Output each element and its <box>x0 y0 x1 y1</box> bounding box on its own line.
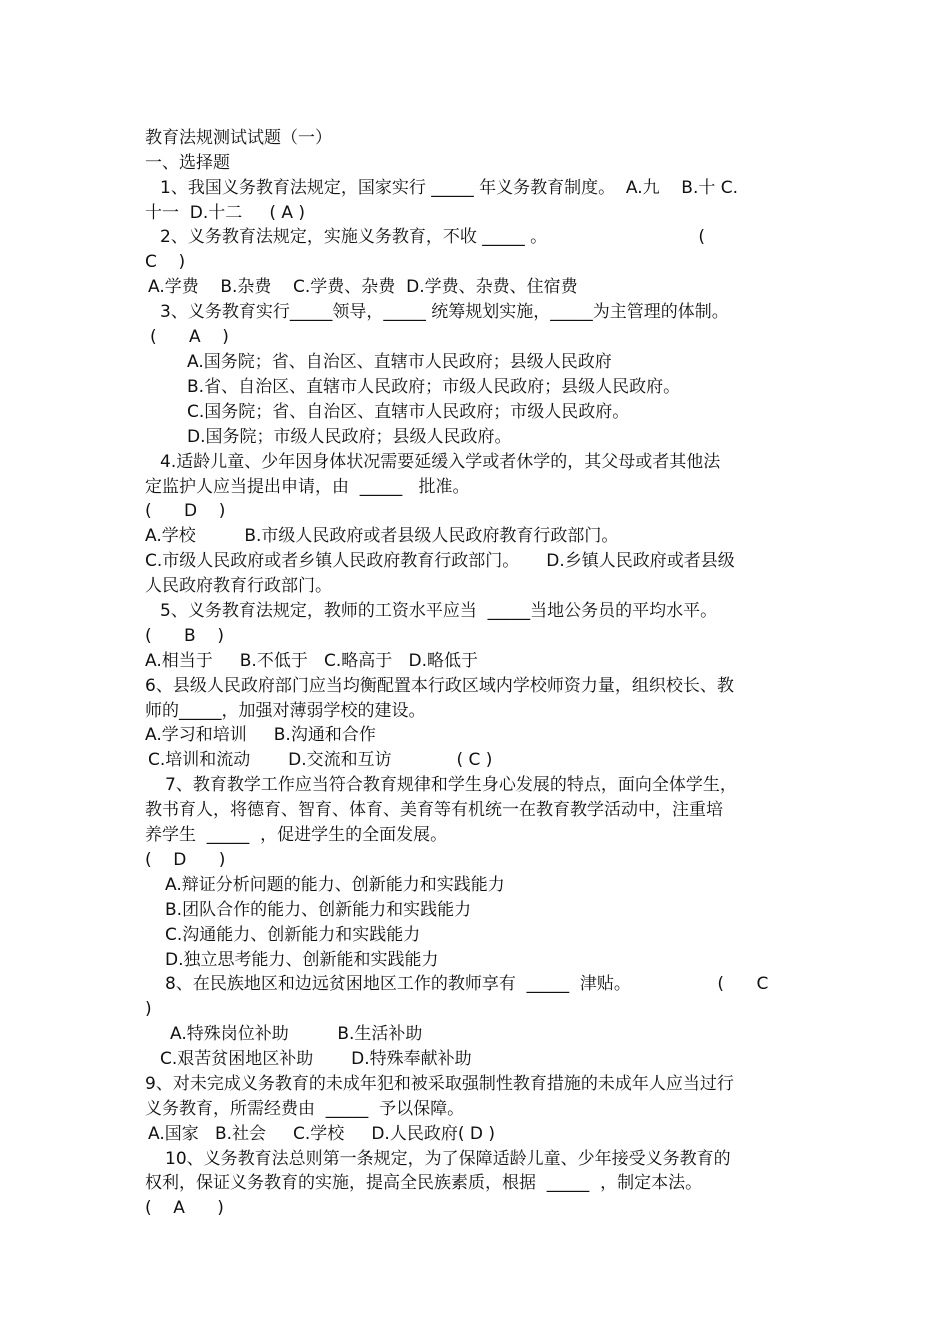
question-3-line-1: 3、义务教育实行_____领导，_____ 统筹规划实施，_____为主管理的体制。 <box>160 302 729 322</box>
question-3-option-c: C.国务院；省、自治区、直辖市人民政府；市级人民政府。 <box>187 402 630 422</box>
question-10-line-2: 权利，保证义务教育的实施，提高全民族素质，根据 _____ ，制定本法。 <box>145 1173 703 1193</box>
question-2-options: A.学费 B.杂费 C.学费、杂费 D.学费、杂费、住宿费 <box>148 277 578 297</box>
question-5-answer: ( B ) <box>145 626 224 646</box>
question-9-options: A.国家 B.社会 C.学校 D.人民政府( D ) <box>148 1124 495 1144</box>
question-6-options-2: C.培训和流动 D.交流和互访 ( C ) <box>148 750 493 770</box>
document-title: 教育法规测试试题（一） <box>145 128 332 148</box>
question-2-line-2: C ) <box>145 252 186 272</box>
question-8-line-1: 8、在民族地区和边远贫困地区工作的教师享有 _____ 津贴。 ( C <box>165 974 769 994</box>
question-3-answer: ( A ) <box>150 327 229 347</box>
question-5-line-1: 5、义务教育法规定，教师的工资水平应当 _____当地公务员的平均水平。 <box>160 601 718 621</box>
section-heading: 一、选择题 <box>145 153 230 173</box>
question-9-line-1: 9、对未完成义务教育的未成年犯和被采取强制性教育措施的未成年人应当过行 <box>145 1074 734 1094</box>
question-7-line-2: 教书育人，将德育、智育、体育、美育等有机统一在教育教学活动中，注重培 <box>145 800 723 820</box>
question-7-line-3: 养学生 _____ ，促进学生的全面发展。 <box>145 825 448 845</box>
question-3-option-b: B.省、自治区、直辖市人民政府；市级人民政府；县级人民政府。 <box>187 377 681 397</box>
question-6-line-2: 师的_____，加强对薄弱学校的建设。 <box>145 701 426 721</box>
question-4-options-3: 人民政府教育行政部门。 <box>145 576 332 596</box>
question-10-line-1: 10、义务教育法总则第一条规定，为了保障适龄儿童、少年接受义务教育的 <box>165 1149 731 1169</box>
question-7-option-a: A.辩证分析问题的能力、创新能力和实践能力 <box>165 875 505 895</box>
question-7-line-1: 7、教育教学工作应当符合教育规律和学生身心发展的特点，面向全体学生， <box>165 775 737 795</box>
question-6-options-1: A.学习和培训 B.沟通和合作 <box>145 725 376 745</box>
question-3-option-a: A.国务院；省、自治区、直辖市人民政府；县级人民政府 <box>187 352 612 372</box>
question-5-options: A.相当于 B.不低于 C.略高于 D.略低于 <box>145 651 479 671</box>
question-7-option-b: B.团队合作的能力、创新能力和实践能力 <box>165 900 472 920</box>
question-4-options-2: C.市级人民政府或者乡镇人民政府教育行政部门。 D.乡镇人民政府或者县级 <box>145 551 735 571</box>
question-7-answer: ( D ) <box>145 850 226 870</box>
question-4-options-1: A.学校 B.市级人民政府或者县级人民政府教育行政部门。 <box>145 526 619 546</box>
question-6-line-1: 6、县级人民政府部门应当均衡配置本行政区域内学校师资力量，组织校长、教 <box>145 676 734 696</box>
question-10-answer: ( A ) <box>145 1198 224 1218</box>
question-8-options-1: A.特殊岗位补助 B.生活补助 <box>170 1024 423 1044</box>
question-9-line-2: 义务教育，所需经费由 _____ 予以保障。 <box>145 1099 465 1119</box>
question-8-line-2: ) <box>145 999 152 1019</box>
question-4-line-2: 定监护人应当提出申请，由 _____ 批准。 <box>145 477 470 497</box>
question-1-line-1: 1、我国义务教育法规定，国家实行 _____ 年义务教育制度。 A.九 B.十 C. <box>160 178 739 198</box>
question-2-line-1: 2、义务教育法规定，实施义务教育，不收 _____ 。 ( <box>160 227 706 247</box>
question-1-line-2: 十一 D.十二 ( A ) <box>145 203 306 223</box>
question-8-options-2: C.艰苦贫困地区补助 D.特殊奉献补助 <box>160 1049 472 1069</box>
question-4-line-1: 4.适龄儿童、少年因身体状况需要延缓入学或者休学的，其父母或者其他法 <box>160 452 721 472</box>
question-7-option-d: D.独立思考能力、创新能和实践能力 <box>165 950 439 970</box>
question-3-option-d: D.国务院；市级人民政府；县级人民政府。 <box>187 427 512 447</box>
question-7-option-c: C.沟通能力、创新能力和实践能力 <box>165 925 421 945</box>
question-4-answer: ( D ) <box>145 501 226 521</box>
